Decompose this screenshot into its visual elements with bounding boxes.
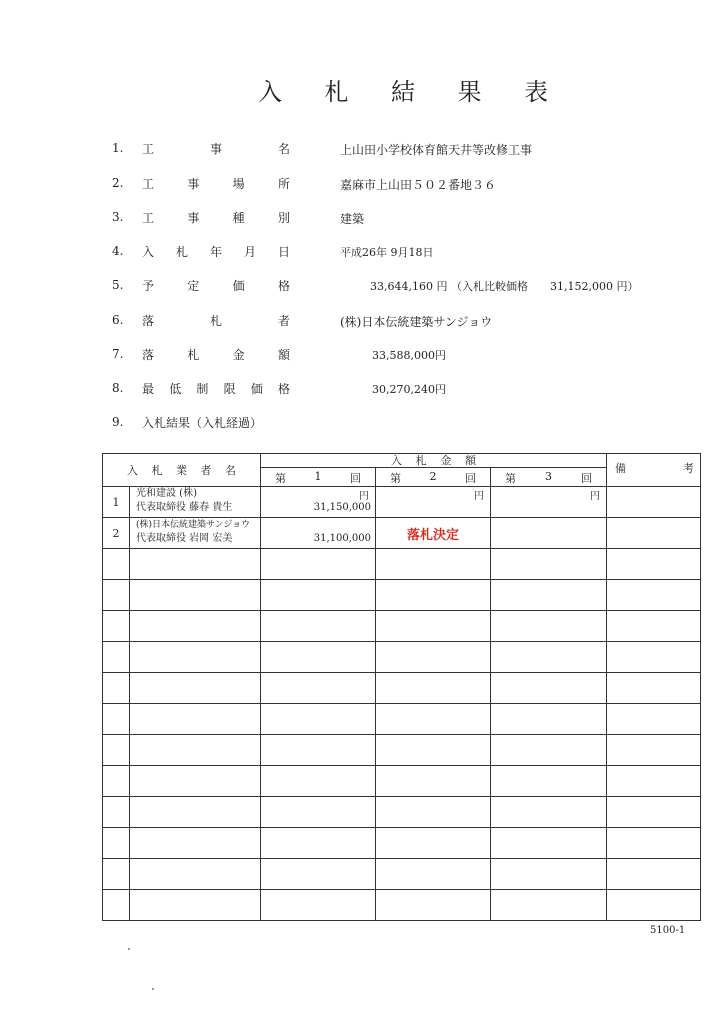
header-char: 入 — [127, 464, 138, 477]
label-char: 限 — [223, 381, 236, 396]
scan-speck — [152, 988, 154, 990]
info-value-planned-price: 33,644,160 円 （入札比較価格 31,152,000 円） — [370, 280, 639, 293]
label-char: 予 — [142, 278, 155, 293]
info-num: 4. — [112, 244, 124, 258]
header-char: 金 — [440, 454, 452, 467]
label-char: 年 — [209, 244, 222, 259]
info-num: 2. — [112, 176, 124, 190]
label-char: 札 — [175, 244, 188, 259]
label-char: 最 — [142, 381, 155, 396]
info-num: 7. — [112, 347, 124, 361]
table-row-empty — [103, 704, 701, 735]
round3-header — [491, 468, 607, 487]
header-char: 備 — [615, 462, 627, 475]
info-value-bid-date: 平成26年 9月18日 — [340, 246, 434, 259]
header-char: 入 — [391, 454, 402, 467]
label-char: 額 — [277, 347, 290, 362]
info-value-location: 嘉麻市上山田５０２番地３６ — [340, 178, 497, 192]
remarks-header — [607, 454, 701, 487]
remarks-cell — [607, 487, 701, 518]
round2-header — [376, 468, 491, 487]
table-row-empty — [103, 890, 701, 921]
header-char: 札 — [151, 464, 163, 477]
info-num: 1. — [112, 141, 124, 155]
label-char: 工 — [142, 210, 155, 225]
info-label — [142, 243, 290, 260]
round1-header — [261, 468, 376, 487]
company-name: (株)日本伝統建築サンジョウ — [136, 520, 251, 530]
header-char: 者 — [200, 464, 212, 477]
header-char: 業 — [176, 464, 187, 477]
yen-unit: 円 — [474, 491, 484, 502]
scan-speck — [128, 948, 130, 950]
round1-cell — [261, 518, 376, 549]
info-row-location — [112, 173, 290, 193]
label-char: 種 — [232, 210, 245, 225]
info-label — [142, 140, 290, 157]
table-row-empty — [103, 859, 701, 890]
bid-amount: 31,150,000 — [313, 502, 371, 513]
bidder-name-header — [103, 454, 261, 487]
row-number: 1 — [103, 487, 130, 518]
info-row-minimum-price — [112, 378, 290, 398]
row-number: 2 — [103, 518, 130, 549]
label-char: 月 — [243, 244, 256, 259]
label-char: 落 — [142, 347, 155, 362]
label-char: 者 — [277, 313, 290, 328]
company-name: 光和建設 (株) — [136, 488, 197, 499]
info-row-bid-date — [112, 241, 290, 261]
header-char: 額 — [465, 454, 477, 467]
info-label — [142, 277, 290, 294]
info-row-project-name — [112, 138, 290, 158]
header-char: 第 — [390, 472, 401, 485]
form-code: 5100-1 — [650, 925, 686, 936]
bid-table — [102, 453, 701, 921]
table-row-empty — [103, 797, 701, 828]
title-char: 入 — [258, 77, 282, 106]
header-char: 3 — [545, 470, 553, 483]
info-value-project-name: 上山田小学校体育館天井等改修工事 — [340, 143, 533, 157]
bid-amount: 31,100,000 — [313, 533, 371, 544]
header-char: 1 — [314, 470, 322, 483]
info-value-work-type: 建築 — [340, 212, 365, 226]
table-row — [103, 487, 701, 518]
info-value-winner: (株)日本伝統建築サンジョウ — [340, 315, 493, 329]
title-char: 表 — [524, 77, 548, 106]
label-char: 格 — [277, 381, 290, 396]
info-row-winning-amount — [112, 344, 290, 364]
label-char: 札 — [209, 313, 222, 328]
label-char: 工 — [142, 141, 155, 156]
table-row-empty — [103, 642, 701, 673]
round3-cell — [491, 518, 607, 549]
yen-unit: 円 — [590, 491, 601, 502]
label-char: 事 — [209, 141, 222, 156]
label-char: 事 — [187, 176, 200, 191]
bidder-cell — [130, 487, 261, 518]
label-char: 定 — [187, 278, 200, 293]
label-char: 札 — [187, 347, 200, 362]
table-row-empty — [103, 735, 701, 766]
table-row-empty — [103, 580, 701, 611]
info-num: 3. — [112, 210, 124, 224]
bidder-cell — [130, 518, 261, 549]
table-row — [103, 518, 701, 549]
label-char: 制 — [196, 381, 209, 396]
header-char: 札 — [415, 454, 427, 467]
table-row-empty — [103, 828, 701, 859]
round2-cell — [376, 518, 491, 549]
page-title — [258, 74, 548, 104]
info-label — [142, 346, 290, 363]
label-char: 所 — [277, 176, 290, 191]
bid-amount-header — [261, 454, 607, 468]
label-char: 場 — [232, 176, 245, 191]
header-char: 第 — [275, 472, 286, 485]
info-value-minimum-price: 30,270,240円 — [372, 383, 446, 396]
title-char: 結 — [391, 77, 415, 106]
round2-cell — [376, 487, 491, 518]
round3-cell — [491, 487, 607, 518]
label-char: 事 — [187, 210, 200, 225]
header-char: 回 — [465, 472, 476, 485]
representative: 代表取締役 岩岡 宏美 — [136, 533, 233, 544]
info-label — [142, 175, 290, 192]
label-char: 日 — [277, 244, 290, 259]
award-decision-note: 落札決定 — [406, 527, 459, 543]
info-label — [142, 312, 290, 329]
info-row-work-type — [112, 207, 290, 227]
header-char: 第 — [505, 472, 516, 485]
label-char: 低 — [169, 381, 182, 396]
info-label: 入札結果（入札経過） — [142, 415, 263, 430]
label-char: 別 — [277, 210, 290, 225]
table-row-empty — [103, 766, 701, 797]
title-char: 果 — [457, 77, 482, 106]
table-row-empty — [103, 673, 701, 704]
info-row-winner — [112, 310, 290, 330]
info-row-bid-progress — [112, 412, 290, 432]
header-char: 名 — [225, 464, 236, 477]
info-value-winning-amount: 33,588,000円 — [372, 349, 446, 362]
info-num: 5. — [112, 278, 124, 292]
label-char: 金 — [232, 347, 245, 362]
info-label — [142, 380, 290, 397]
header-char: 回 — [350, 472, 361, 485]
remarks-cell — [607, 518, 701, 549]
representative: 代表取締役 藤春 貴生 — [136, 502, 233, 513]
header-char: 回 — [581, 472, 593, 485]
label-char: 格 — [277, 278, 290, 293]
info-row-planned-price — [112, 275, 290, 295]
yen-unit: 円 — [359, 491, 369, 502]
round1-cell — [261, 487, 376, 518]
header-char: 考 — [683, 462, 695, 475]
header-char: 2 — [429, 470, 437, 483]
label-char: 名 — [277, 141, 290, 156]
info-num: 8. — [112, 381, 124, 395]
info-num: 6. — [112, 313, 124, 327]
label-char: 価 — [232, 278, 245, 293]
label-char: 落 — [142, 313, 155, 328]
info-label — [142, 209, 290, 226]
title-char: 札 — [324, 77, 349, 106]
info-num: 9. — [112, 415, 124, 429]
label-char: 工 — [142, 176, 155, 191]
label-char: 価 — [250, 381, 263, 396]
table-row-empty — [103, 611, 701, 642]
label-char: 入 — [142, 244, 155, 259]
table-row-empty — [103, 549, 701, 580]
